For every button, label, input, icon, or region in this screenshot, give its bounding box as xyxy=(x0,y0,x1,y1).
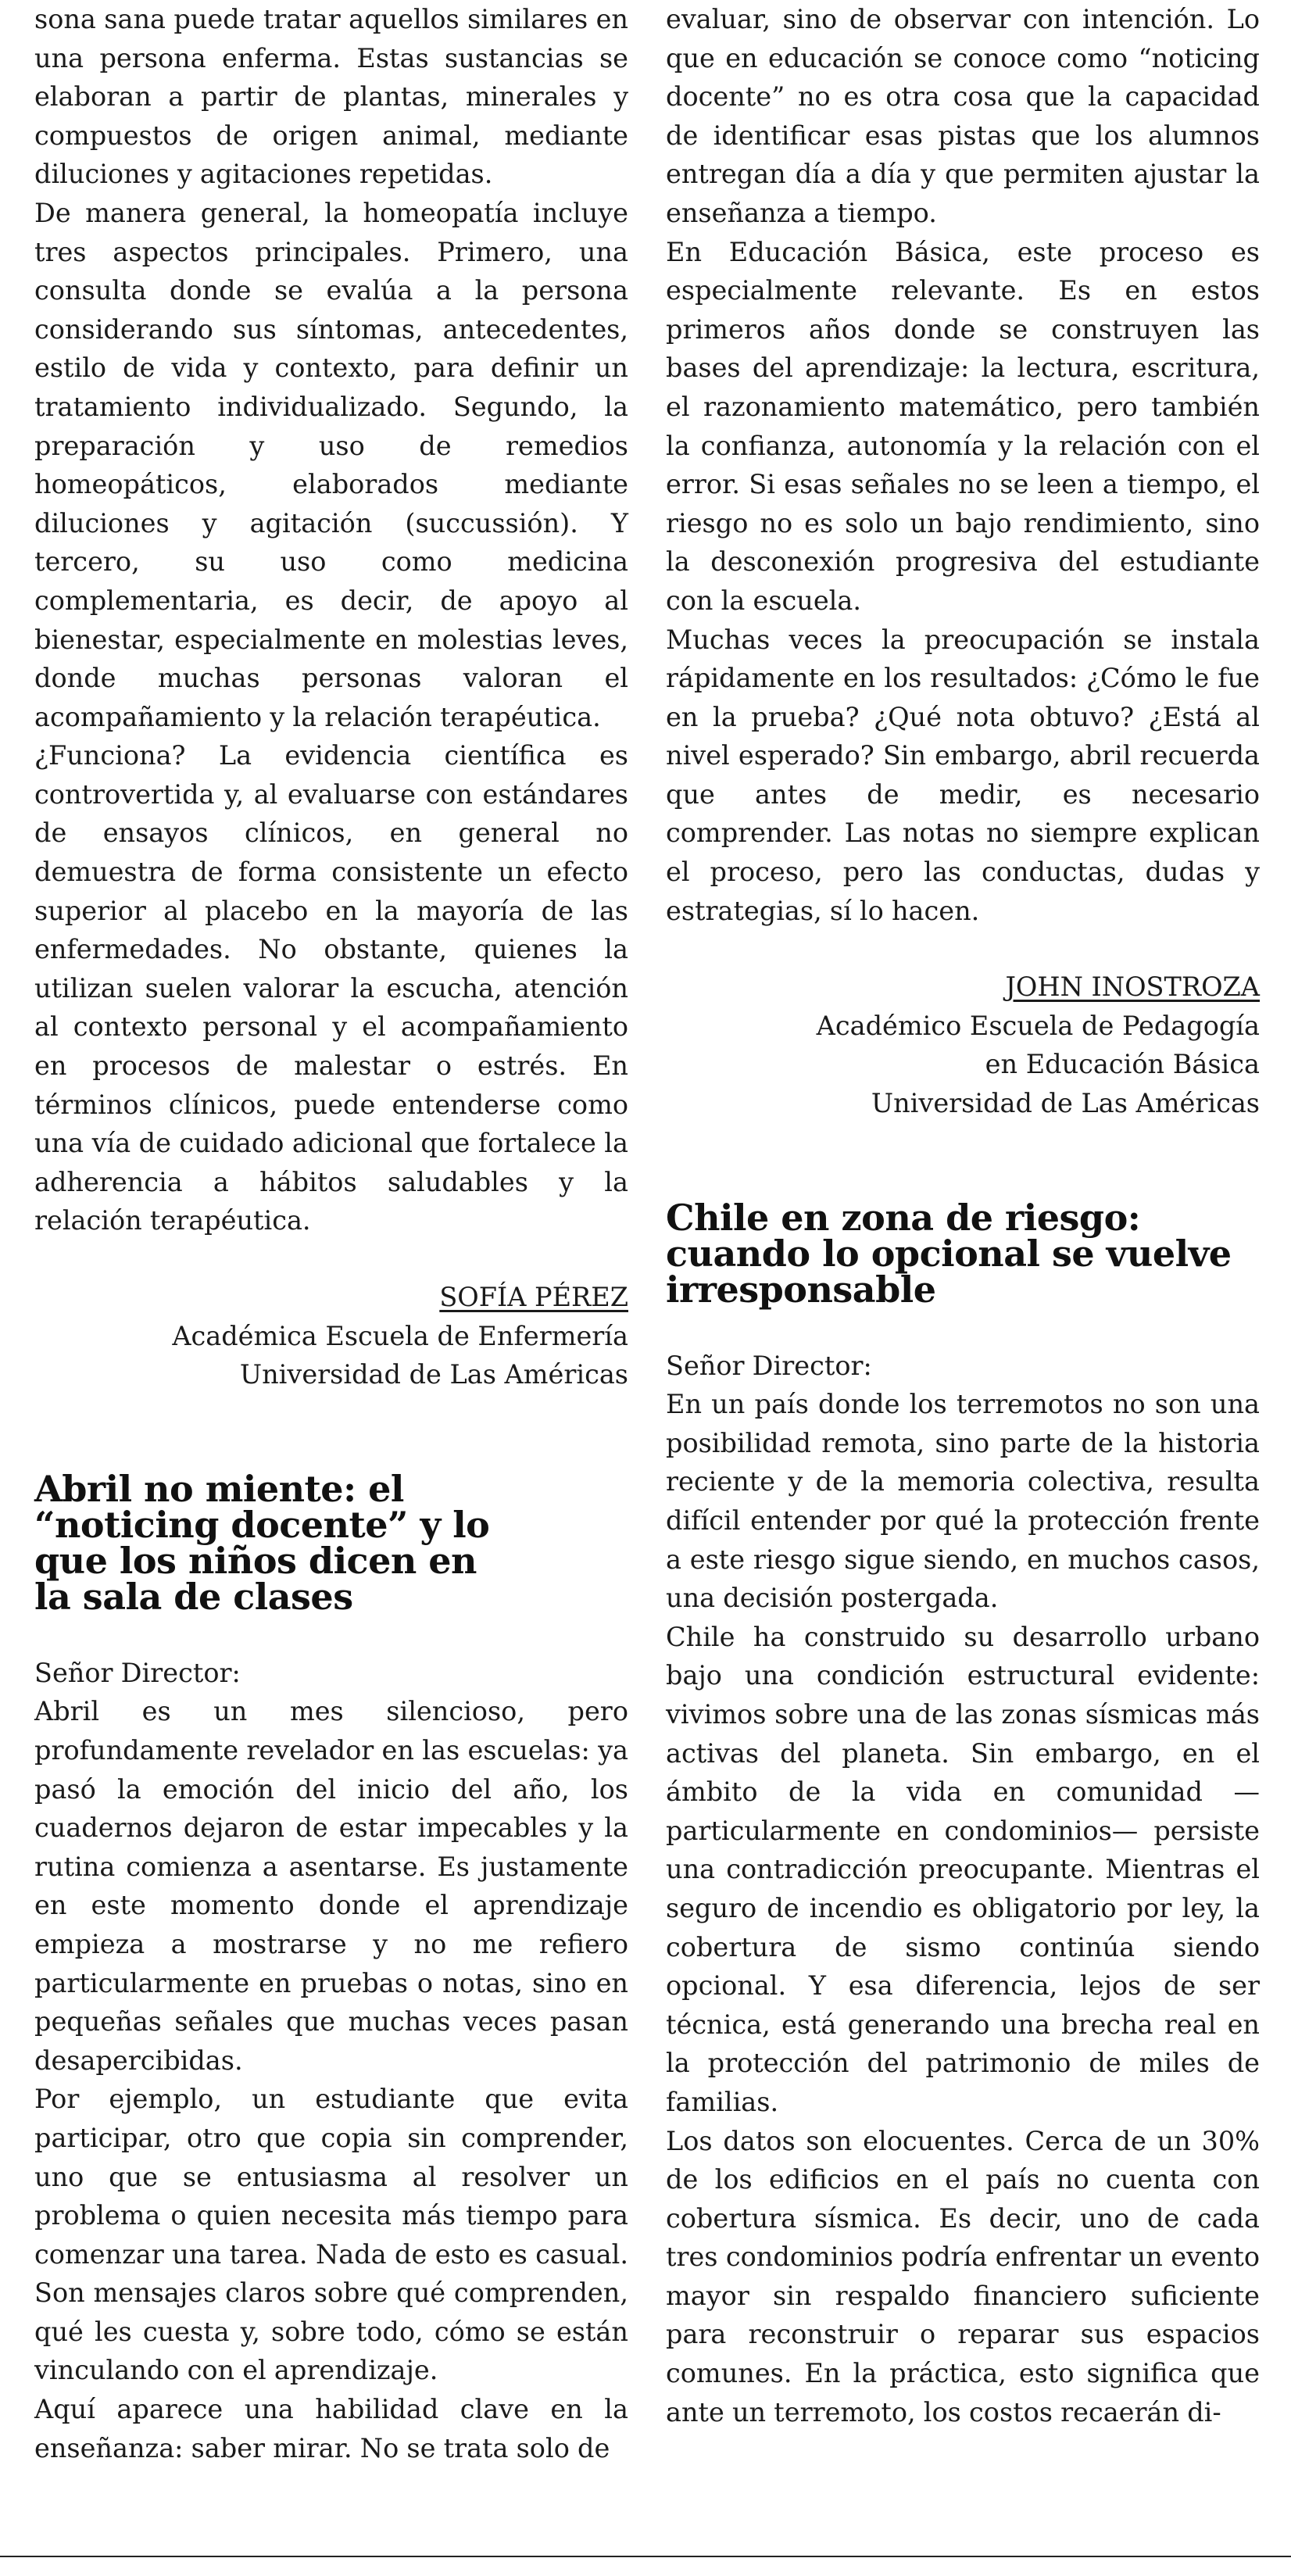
signature-affiliation-3: Universidad de Las Américas xyxy=(871,1088,1260,1119)
signature-affiliation: Académica Escuela de Enfermería Universidad de Las Américas xyxy=(172,1320,628,1390)
right-letter-continued xyxy=(666,0,1260,930)
right-paragraph-5: Chile ha construido su desarrollo urbano bajo una condición estructural evidente: vivimos sobre una de las zonas sísmicas más activas del planeta. Sin embargo, en el ámbito de la vida en comunidad —particularmente en condominios— persiste una contradicción preocupante. Mientras el seguro de incendio es obligatorio por ley, la cobertura de sismo continúa siendo opcional. Y esa diferencia, lejos de ser técnica, está generando una brecha real en la protección del patrimonio de miles de familias. xyxy=(666,1621,1260,2117)
salutation: Señor Director: xyxy=(666,1350,872,1381)
right-column xyxy=(666,0,1260,2431)
signature-affiliation-1: Académico Escuela de Pedagogía xyxy=(816,1010,1260,1041)
left-column xyxy=(34,0,628,2467)
signature-name: JOHN INOSTROZA xyxy=(1005,971,1260,1003)
right-paragraph-2: En Educación Básica, este proceso es especialmente relevante. Es en estos primeros años donde se construyen las bases del aprendizaje: la lectura, escritura, el razonamiento matemático, pero también la confianza, autonomía y la relación con el error. Si esas señales no se leen a tiempo, el riesgo no es solo un bajo rendimiento, sino la desconexión progresiva del estudiante con la escuela. xyxy=(666,236,1260,616)
bottom-rule-divider xyxy=(0,2556,1291,2557)
left-paragraph-3: ¿Funciona? La evidencia científica es controvertida y, al evaluarse con estándares de ensayos clínicos, en general no demuestra de forma consistente un efecto superior al placebo en la mayoría de las enfermedades. No obstante, quienes la utilizan suelen valorar la escucha, atención al contexto personal y el acompañamiento en procesos de malestar o estrés. En términos clínicos, puede entenderse como una vía de cuidado adicional que fortalece la adherencia a hábitos saludables y la relación terapéutica. xyxy=(34,740,628,1236)
signature-name: SOFÍA PÉREZ xyxy=(439,1282,628,1312)
article-headline-abril: Abril no miente: el “noticing docente” y lo que los niños dicen en la sala de clases xyxy=(34,1467,490,1618)
right-paragraph-1: evaluar, sino de observar con intención. Lo que en educación se conoce como “noticing docente” no es otra cosa que la capacidad de identificar esas pistas que los alumnos entregan día a día y que permiten ajustar la enseñanza a tiempo. xyxy=(666,4,1260,228)
left-signature xyxy=(34,1278,628,1394)
left-paragraph-6: Aquí aparece una habilidad clave en la enseñanza: saber mirar. No se trata solo de xyxy=(34,2394,628,2463)
left-letter-continued xyxy=(34,0,628,1240)
right-paragraph-6: Los datos son elocuentes. Cerca de un 30% de los edificios en el país no cuenta con cobertura sísmica. Es decir, uno de cada tres condominios podría enfrentar un evento mayor sin respaldo financiero suficiente para reconstruir o reparar sus espacios comunes. En la práctica, esto significa que ante un terremoto, los costos recaerán di- xyxy=(666,2125,1260,2428)
left-letter-abril xyxy=(34,1654,628,2467)
signature-affiliation-2: en Educación Básica xyxy=(985,1049,1260,1080)
right-signature xyxy=(666,968,1260,1122)
right-letter-chile xyxy=(666,1347,1260,2432)
right-paragraph-4: En un país donde los terremotos no son una posibilidad remota, sino parte de la historia reciente y de la memoria colectiva, resulta difícil entender por qué la protección frente a este riesgo sigue siendo, en muchos casos, una decisión postergada. xyxy=(666,1389,1260,1614)
salutation: Señor Director: xyxy=(34,1657,241,1688)
left-paragraph-1: sona sana puede tratar aquellos similares en una persona enferma. Estas sustancias se elaboran a partir de plantas, minerales y compuestos de origen animal, mediante diluciones y agitaciones repetidas. xyxy=(34,4,628,190)
left-paragraph-4: Abril es un mes silencioso, pero profundamente revelador en las escuelas: ya pasó la emoción del inicio del año, los cuadernos dejaron de estar impecables y la rutina comienza a asentarse. Es justamente en este momento donde el aprendizaje empieza a mostrarse y no me refiero particularmente en pruebas o notas, sino en pequeñas señales que muchas veces pasan desapercibidas. xyxy=(34,1696,628,2076)
right-paragraph-3: Muchas veces la preocupación se instala rápidamente en los resultados: ¿Cómo le fue en la prueba? ¿Qué nota obtuvo? ¿Está al nivel esperado? Sin embargo, abril recuerda que antes de medir, es necesario comprender. Las notas no siempre explican el proceso, pero las conductas, dudas y estrategias, sí lo hacen. xyxy=(666,624,1260,926)
left-paragraph-2: De manera general, la homeopatía incluye tres aspectos principales. Primero, una consulta donde se evalúa a la persona considerando sus síntomas, antecedentes, estilo de vida y contexto, para definir un tratamiento individualizado. Segundo, la preparación y uso de remedios homeopáticos, elaborados mediante diluciones y agitación (succussión). Y tercero, su uso como medicina complementaria, es decir, de apoyo al bienestar, especialmente en molestias leves, donde muchas personas valoran el acompañamiento y la relación terapéutica. xyxy=(34,197,628,732)
left-paragraph-5: Por ejemplo, un estudiante que evita participar, otro que copia sin comprender, uno que se entusiasma al resolver un problema o quien necesita más tiempo para comenzar una tarea. Nada de esto es casual. Son mensajes claros sobre qué comprenden, qué les cuesta y, sobre todo, cómo se están vinculando con el aprendizaje. xyxy=(34,2084,628,2386)
article-headline-chile: Chile en zona de riesgo: cuando lo opcional se vuelve irresponsable xyxy=(666,1196,1232,1311)
